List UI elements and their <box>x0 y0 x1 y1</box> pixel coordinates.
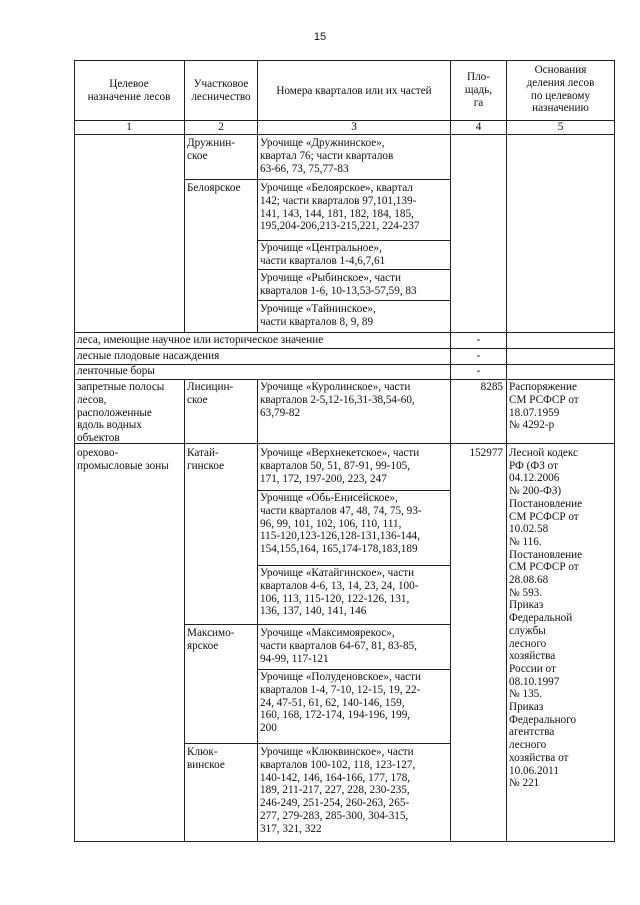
tract-rule <box>257 490 450 491</box>
tract-text: Урочище «Верхнекетское», части кварталов 50, 51, 87-91, 99-105, 171, 172, 197-200, 223, 247 <box>260 447 420 485</box>
tract-text: Урочище «Полуденовское», части кварталов 1-4, 7-10, 12-15, 19, 22- 24, 47-51, 61, 62, 140-146, 159, 160, 168, 172-174, 194-196, 199, 200 <box>260 671 422 735</box>
table-border-right <box>614 60 615 842</box>
column-rule <box>257 60 258 333</box>
area-value: - <box>476 334 481 346</box>
table-border-left <box>74 60 75 842</box>
purpose-label: орехово- промысловые зоны <box>77 447 169 472</box>
forestry-name: Катай- гинское <box>187 447 225 472</box>
row-rule <box>74 348 615 349</box>
area-value: 152977 <box>469 447 503 459</box>
tract-text: Урочище «Катайгинское», части кварталов 4-6, 13, 14, 23, 24, 100- 106, 113, 115-120, 122-126, 131, 136, 137, 140, 141, 146 <box>260 567 419 618</box>
column-number: 4 <box>475 121 482 133</box>
header-cell: Номера кварталов или их частей <box>276 85 432 97</box>
column-rule <box>184 379 185 842</box>
purpose-label: лесные плодовые насаждения <box>77 350 220 362</box>
forestry-name: Максимо- ярское <box>187 627 235 652</box>
tract-text: Урочище «Центральное», части кварталов 1-4,6,7,61 <box>260 242 386 267</box>
forestry-rule <box>184 179 450 180</box>
header-cell: Целевое назначение лесов <box>87 78 171 103</box>
column-rule <box>257 379 258 842</box>
table-border-top <box>74 60 615 61</box>
block1-bottom-rule <box>74 332 615 333</box>
purpose-label: ленточные боры <box>77 365 155 377</box>
area-value: 8285 <box>480 381 503 393</box>
purpose-label: запретные полосы лесов, расположенные вдоль водных объектов <box>77 381 165 445</box>
column-number: 1 <box>126 121 132 133</box>
forestry-rule <box>184 743 450 744</box>
forestry-name: Лисицин- ское <box>187 381 234 406</box>
column-number: 5 <box>557 121 564 133</box>
tract-rule <box>257 300 450 301</box>
tract-text: Урочище «Тайнинское», части кварталов 8, 9, 89 <box>260 303 376 328</box>
tract-rule <box>257 565 450 566</box>
basis-text: Лесной кодекс РФ (ФЗ от 04.12.2006 № 200-ФЗ) Постановление СМ РСФСР от 10.02.58 № 116. Постановление СМ РСФСР от 28.08.68 № 593. Приказ Федеральной службы лесного хозяйства России от 08.10.1997 № 135. Приказ Федерального агентства лесного хозяйства от 10.06.2011 № 221 <box>509 447 583 790</box>
area-value: - <box>476 350 481 362</box>
area-value: - <box>476 365 481 377</box>
forest-purpose-table <box>74 60 615 842</box>
tract-rule <box>257 669 450 670</box>
forestry-name: Белоярское <box>187 182 241 194</box>
forestry-name: Дружнин- ское <box>187 137 235 162</box>
forestry-rule <box>184 624 450 625</box>
page-number: 15 <box>313 31 327 43</box>
tract-text: Урочище «Дружнинское», квартал 76; части кварталов 63-66, 73, 75,77-83 <box>260 137 394 175</box>
tract-text: Урочище «Рыбинское», части кварталов 1-6, 10-13,53-57,59, 83 <box>260 272 417 297</box>
header-cell: Основания деления лесов по целевому назначению <box>526 64 595 115</box>
tract-text: Урочище «Белоярское», квартал 142; части кварталов 97,101,139- 141, 143, 144, 181, 182, 184, 185, 195,204-206,213-215,221, 224-237 <box>260 182 420 233</box>
row-rule <box>74 364 615 365</box>
tract-rule <box>257 269 450 270</box>
header-cell: Пло- щадь, га <box>464 71 493 109</box>
purpose-label: леса, имеющие научное или историческое значение <box>77 334 324 346</box>
forestry-name: Клюк- винское <box>187 746 225 771</box>
basis-text: Распоряжение СМ РСФСР от 18.07.1959 № 4292-р <box>509 381 579 432</box>
tract-text: Урочище «Куролинское», части кварталов 2-5,12-16,31-38,54-60, 63,79-82 <box>260 381 415 419</box>
tract-text: Урочище «Клюквинское», части кварталов 100-102, 118, 123-127, 140-142, 146, 164-166, 177, 178, 189, 211-217, 227, 228, 230-235, 246-249, 251-254, 260-263, 265- 277, 279-283, 285-300, 304-315, 317, 321, 322 <box>260 746 416 835</box>
tract-text: Урочище «Обь-Енисейское», части кварталов 47, 48, 74, 75, 93- 96, 99, 101, 102, 106, 110, 111, 115-120,123-126,128-131,136-144, 154,155,164, 165,174-178,183,189 <box>260 492 422 556</box>
tract-text: Урочище «Максимоярекос», части кварталов 64-67, 81, 83-85, 94-99, 117-121 <box>260 627 417 665</box>
row-rule <box>74 379 615 380</box>
column-number: 3 <box>351 121 357 133</box>
table-border-bottom <box>74 841 615 842</box>
column-rule <box>506 60 507 842</box>
column-number: 2 <box>218 121 224 133</box>
numbers-rule <box>74 134 615 135</box>
header-cell: Участковое лесничество <box>191 78 251 103</box>
tract-rule <box>257 240 450 241</box>
